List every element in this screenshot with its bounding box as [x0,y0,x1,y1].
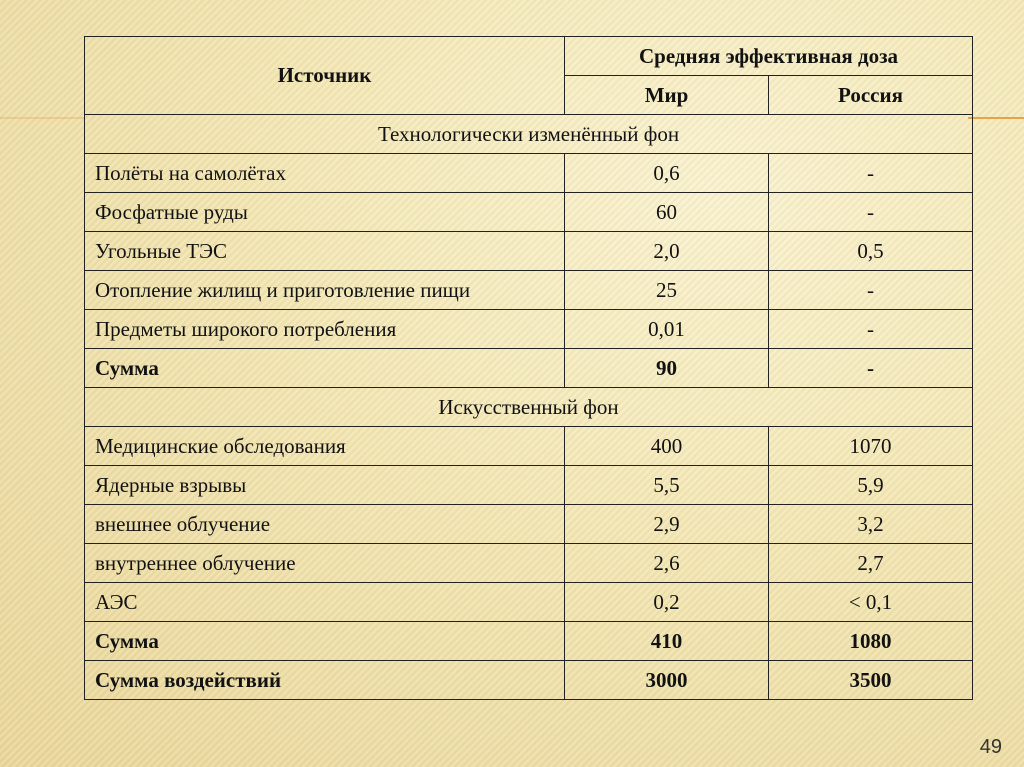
section-row [85,388,973,427]
row-source: Фосфатные руды [85,193,565,232]
sum-row [85,349,973,388]
row-world: 60 [565,193,769,232]
row-world: 0,2 [565,583,769,622]
header-source: Источник [85,37,565,115]
table-row [85,466,973,505]
header-dose: Средняя эффективная доза [565,37,973,76]
decorative-line-right [968,117,1024,119]
table-row [85,427,973,466]
row-source: Полёты на самолётах [85,154,565,193]
row-source: Отопление жилищ и приготовление пищи [85,271,565,310]
row-world: 410 [565,622,769,661]
row-source: внешнее облучение [85,505,565,544]
header-world: Мир [565,76,769,115]
row-source: АЭС [85,583,565,622]
row-russia: - [769,349,973,388]
sum-row [85,622,973,661]
row-source: Сумма [85,349,565,388]
row-world: 0,01 [565,310,769,349]
page-number: 49 [979,736,1002,758]
row-russia: 0,5 [769,232,973,271]
row-russia: 5,9 [769,466,973,505]
header-row [85,37,973,76]
table-row [85,544,973,583]
row-source: внутреннее облучение [85,544,565,583]
row-russia: - [769,193,973,232]
table-row [85,271,973,310]
row-world: 5,5 [565,466,769,505]
row-russia: 3500 [769,661,973,700]
decorative-line-left [0,117,84,119]
row-russia: < 0,1 [769,583,973,622]
row-russia: 2,7 [769,544,973,583]
row-source: Сумма воздействий [85,661,565,700]
row-source: Сумма [85,622,565,661]
row-world: 3000 [565,661,769,700]
table-row [85,193,973,232]
row-world: 90 [565,349,769,388]
row-world: 2,0 [565,232,769,271]
row-source: Предметы широкого потребления [85,310,565,349]
section-title: Технологически изменённый фон [85,115,973,154]
row-source: Медицинские обследования [85,427,565,466]
row-russia: 3,2 [769,505,973,544]
row-world: 25 [565,271,769,310]
table-row [85,583,973,622]
row-russia: - [769,310,973,349]
row-russia: 1080 [769,622,973,661]
section-row [85,115,973,154]
row-source: Угольные ТЭС [85,232,565,271]
table-row [85,232,973,271]
row-source: Ядерные взрывы [85,466,565,505]
section-title: Искусственный фон [85,388,973,427]
row-russia: - [769,154,973,193]
header-russia: Россия [769,76,973,115]
table-row [85,310,973,349]
table-row [85,505,973,544]
row-world: 2,9 [565,505,769,544]
total-row [85,661,973,700]
row-world: 400 [565,427,769,466]
table-row [85,154,973,193]
row-world: 0,6 [565,154,769,193]
row-russia: - [769,271,973,310]
dose-table [84,36,973,700]
row-world: 2,6 [565,544,769,583]
row-russia: 1070 [769,427,973,466]
